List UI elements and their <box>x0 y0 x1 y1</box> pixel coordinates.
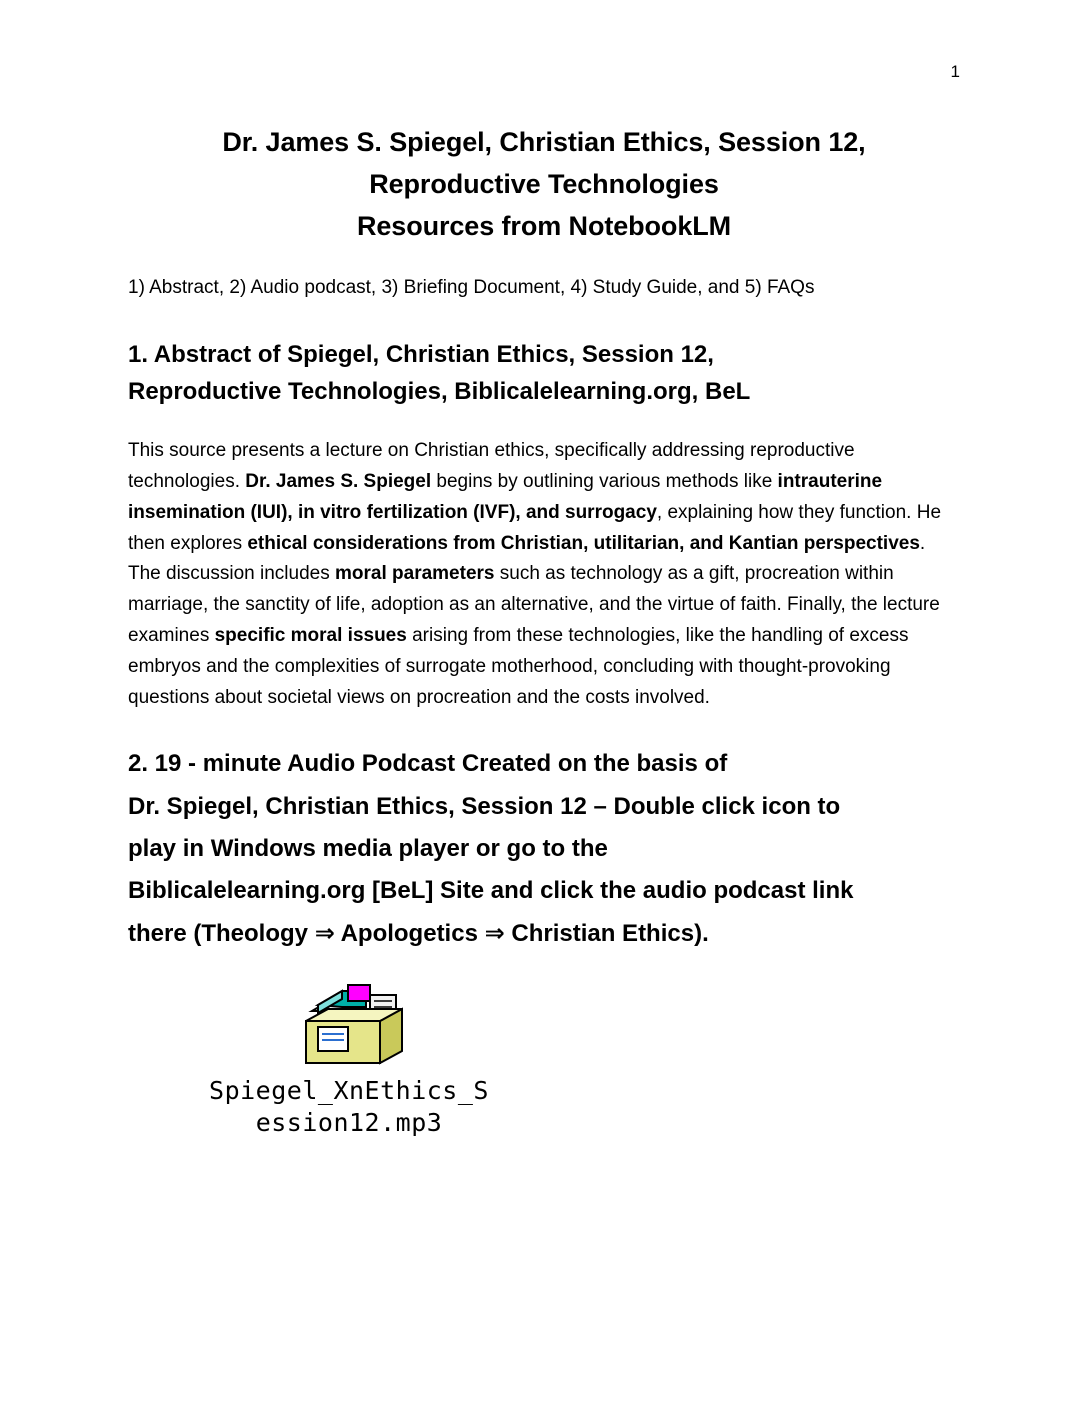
attachment-filename-line-2: ession12.mp3 <box>255 1107 443 1137</box>
paragraph-segment-5: ethical considerations from Christian, utilitarian, and Kantian perspectives <box>247 532 920 554</box>
page-title-line-3: Resources from NotebookLM <box>356 210 732 241</box>
section-1-heading-line-2: Reproductive Technologies, Biblicalelearning.org, BeL <box>128 378 751 406</box>
section-2-heading <box>128 743 960 955</box>
section-1-heading-line-1: 1. Abstract of Spiegel, Christian Ethics, Session 12, <box>128 341 714 369</box>
arrow-icon: ⇒ <box>484 919 505 948</box>
section-2-heading-line-5: there (Theology ⇒ Apologetics ⇒ Christian Ethics). <box>128 919 709 948</box>
paragraph-segment-3: intrauterine insemination (IUI), in vitro fertilization (IVF), and surrogacy <box>128 471 883 523</box>
section-2-heading-line-2: Dr. Spiegel, Christian Ethics, Session 12 – Double click icon to <box>128 792 841 820</box>
page-title-line-1: Dr. James S. Spiegel, Christian Ethics, Session 12, <box>222 127 866 157</box>
page-title <box>128 122 960 248</box>
section-1-paragraph <box>128 436 960 713</box>
arrow-icon: ⇒ <box>314 919 335 948</box>
attachment-filename <box>134 1075 564 1138</box>
section-2-heading-line-1: 2. 19 - minute Audio Podcast Created on the basis of <box>128 750 728 778</box>
paragraph-segment-10: arising from these technologies, like the handling of excess embryos and the complexities of surrogate motherhood, concluding with thought-provoking questions about societal views on procreation and the costs involved. <box>128 625 909 708</box>
paragraph-segment-0: This source presents a lecture on Christian ethics, specifically addressing reproductive technologies. <box>128 440 855 493</box>
paragraph-segment-2: begins by outlining various methods like <box>431 471 778 493</box>
audio-attachment[interactable] <box>134 977 564 1138</box>
paragraph-segment-4: , explaining how they function. He then explores <box>128 501 942 554</box>
page-title-line-2: Reproductive Technologies <box>369 168 719 199</box>
package-box-icon[interactable] <box>284 977 414 1073</box>
attachment-filename-line-1: Spiegel_XnEthics_S <box>209 1076 489 1106</box>
section-2-heading-line-3: play in Windows media player or go to the <box>128 834 608 862</box>
paragraph-segment-1: Dr. James S. Spiegel <box>245 471 432 493</box>
page-subtitle: 1) Abstract, 2) Audio podcast, 3) Briefing Document, 4) Study Guide, and 5) FAQs <box>128 276 815 298</box>
section-1-heading <box>128 336 960 410</box>
paragraph-segment-8: such as technology as a gift, procreation within marriage, the sanctity of life, adoption as an alternative, and the virtue of faith. Finally, the lecture examines <box>128 563 940 646</box>
page-number: 1 <box>950 62 960 81</box>
paragraph-segment-9: specific moral issues <box>214 625 407 646</box>
paragraph-segment-7: moral parameters <box>335 563 495 585</box>
section-2-heading-line-4: Biblicalelearning.org [BeL] Site and click the audio podcast link <box>128 877 854 904</box>
paragraph-segment-6: . The discussion includes <box>128 532 926 585</box>
